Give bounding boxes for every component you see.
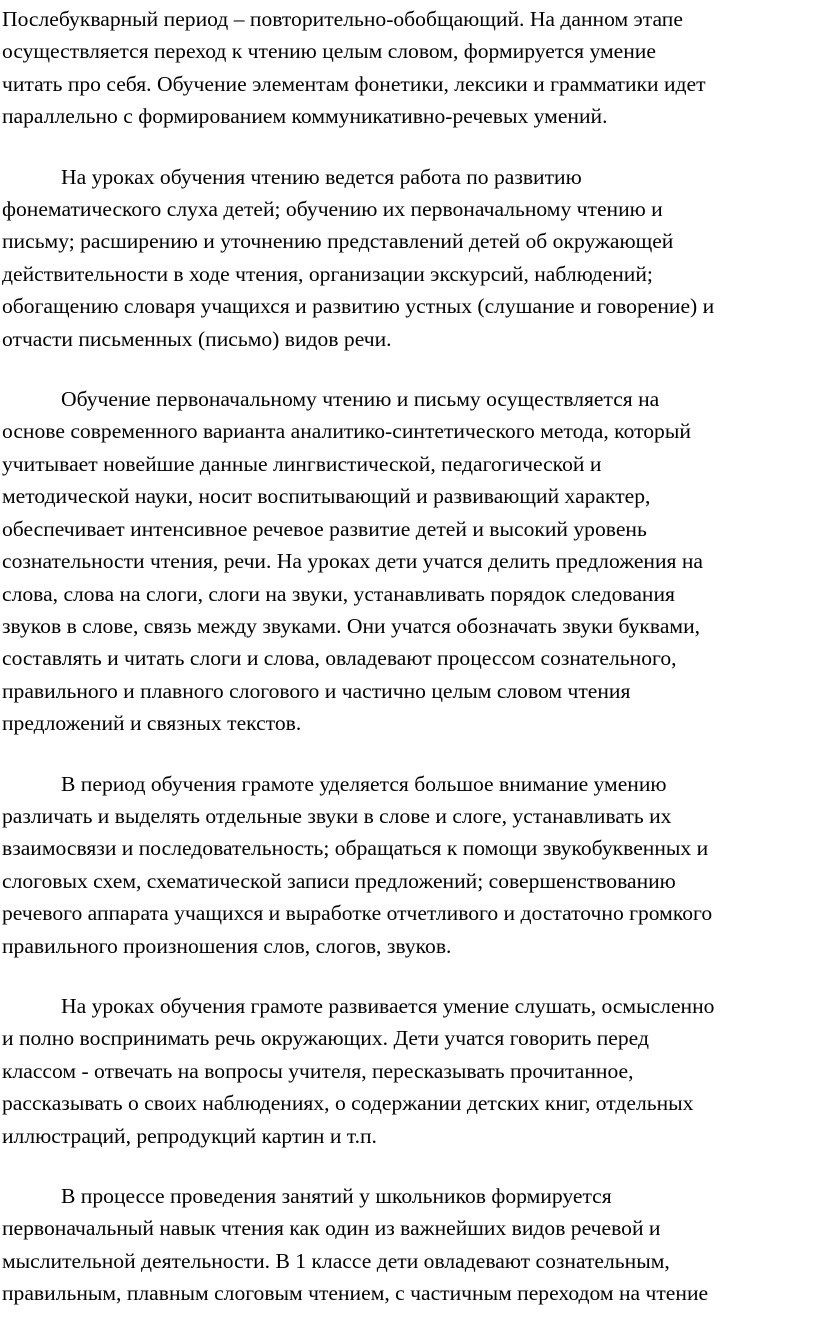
text-line: читать про себя. Обучение элементам фонетики, лексики и грамматики идет <box>2 71 706 96</box>
text-line: На уроках обучения чтению ведется работа по развитию <box>61 164 582 189</box>
text-line: обеспечивает интенсивное речевое развитие детей и высокий уровень <box>2 516 647 541</box>
text-line: составлять и читать слоги и слова, овладевают процессом сознательного, <box>2 646 677 671</box>
paragraph <box>2 161 812 355</box>
paragraph <box>2 768 812 962</box>
text-line: взаимосвязи и последовательность; обращаться к помощи звукобуквенных и <box>2 836 709 861</box>
paragraph <box>2 1180 812 1310</box>
text-line: первоначальный навык чтения как один из важнейших видов речевой и <box>2 1216 661 1241</box>
text-line: обогащению словаря учащихся и развитию устных (слушание и говорение) и <box>2 294 715 319</box>
text-line: отчасти письменных (письмо) видов речи. <box>2 326 392 351</box>
text-line: предложений и связных текстов. <box>2 711 302 736</box>
paragraph <box>2 3 812 133</box>
text-line: действительности в ходе чтения, организации экскурсий, наблюдений; <box>2 261 653 286</box>
text-line: звуков в слове, связь между звуками. Они учатся обозначать звуки буквами, <box>2 613 701 638</box>
text-line: основе современного варианта аналитико-синтетического метода, который <box>2 419 691 444</box>
text-line: и полно воспринимать речь окружающих. Дети учатся говорить перед <box>2 1026 649 1051</box>
text-line: сознательности чтения, речи. На уроках дети учатся делить предложения на <box>2 549 704 574</box>
text-line: иллюстраций, репродукций картин и т.п. <box>2 1123 377 1148</box>
text-line: рассказывать о своих наблюдениях, о содержании детских книг, отдельных <box>2 1091 694 1116</box>
text-line: мыслительной деятельности. В 1 классе дети овладевают сознательным, <box>2 1248 670 1273</box>
paragraph <box>2 990 812 1152</box>
text-line: Послебукварный период – повторительно-обобщающий. На данном этапе <box>2 7 683 31</box>
text-line: Обучение первоначальному чтению и письму осуществляется на <box>61 387 660 412</box>
text-line: правильным, плавным слоговым чтением, с частичным переходом на чтение <box>2 1281 709 1306</box>
text-line: слова, слова на слоги, слоги на звуки, устанавливать порядок следования <box>2 581 675 606</box>
text-line: осуществляется переход к чтению целым словом, формируется умение <box>2 39 656 64</box>
text-line: различать и выделять отдельные звуки в слове и слоге, устанавливать их <box>2 803 672 828</box>
text-line: параллельно с формированием коммуникативно-речевых умений. <box>2 104 608 129</box>
text-line: слоговых схем, схематической записи предложений; совершенствованию <box>2 868 676 893</box>
text-line: фонематического слуха детей; обучению их первоначальному чтению и <box>2 197 663 222</box>
text-line: В процессе проведения занятий у школьников формируется <box>61 1184 612 1208</box>
paragraph <box>2 383 812 739</box>
text-line: учитывает новейшие данные лингвистической, педагогической и <box>2 451 602 476</box>
text-line: На уроках обучения грамоте развивается умение слушать, осмысленно <box>61 993 715 1018</box>
document-body <box>2 3 812 1338</box>
text-line: В период обучения грамоте уделяется большое внимание умению <box>61 771 667 796</box>
text-line: правильного произношения слов, слогов, звуков. <box>2 933 452 958</box>
text-line: речевого аппарата учащихся и выработке отчетливого и достаточно громкого <box>2 901 713 926</box>
text-line: классом - отвечать на вопросы учителя, пересказывать прочитанное, <box>2 1058 634 1083</box>
text-line: правильного и плавного слогового и частично целым словом чтения <box>2 678 631 703</box>
text-line: письму; расширению и уточнению представлений детей об окружающей <box>2 229 674 254</box>
text-line: методической науки, носит воспитывающий и развивающий характер, <box>2 484 651 509</box>
